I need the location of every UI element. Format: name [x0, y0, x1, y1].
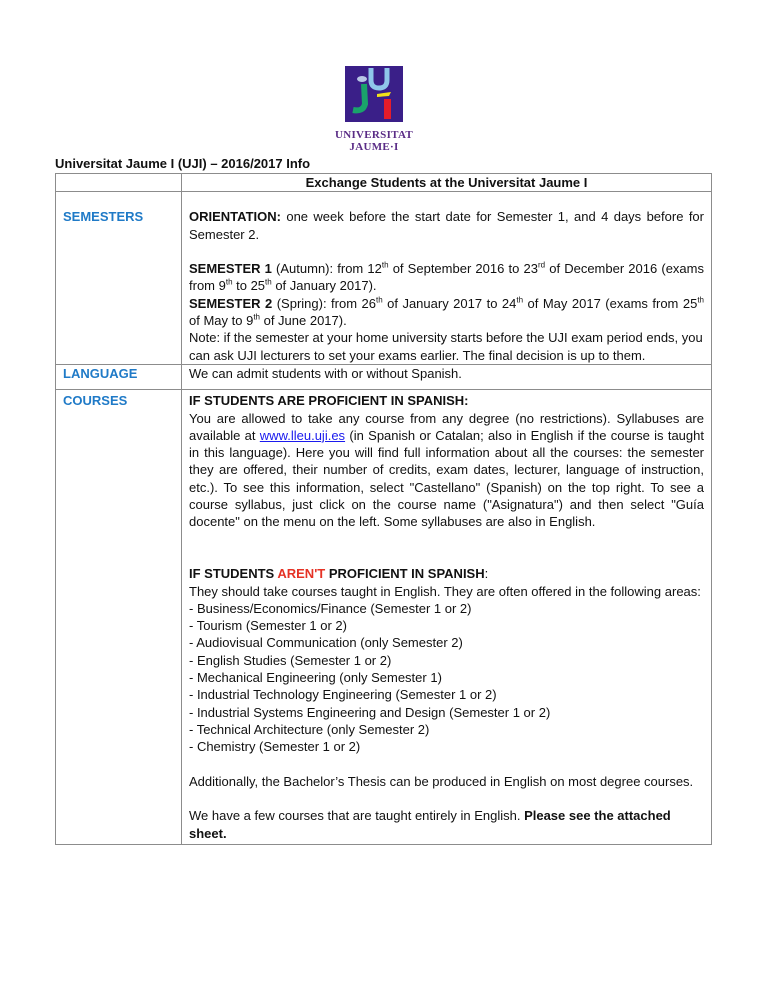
row-label-cell [56, 192, 182, 365]
proficient-heading: IF STUDENTS ARE PROFICIENT IN SPANISH: [189, 393, 469, 409]
text-segment: of June 2017). [259, 313, 347, 329]
semester-1-paragraph [189, 260, 704, 295]
text-segment: one week before the start date for Semester 1, and 4 days before for Semester 2. [189, 209, 704, 242]
english-areas-list [189, 600, 704, 756]
uji-emblem-icon [345, 66, 403, 122]
english-courses-paragraph [189, 807, 704, 842]
header-empty-cell [56, 174, 182, 192]
language-content [182, 364, 712, 389]
table-header: Exchange Students at the Universitat Jaume I [182, 174, 712, 192]
ordinal-suffix: th [516, 295, 524, 305]
list-item: - Technical Architecture (only Semester 2) [189, 721, 430, 737]
ordinal-suffix: th [225, 278, 233, 288]
list-item: - Business/Economics/Finance (Semester 1 or 2) [189, 600, 472, 616]
language-paragraph: We can admit students with or without Spanish. [189, 365, 462, 381]
text-segment: (in Spanish or Catalan; also in English if the course is taught in this language). Here you will find full information about all the courses: the semester they are offered, their number of credits, exam dates, lecturer, language of instruction, etc.). To see this information, select "Castellano" (Spanish) on the top right. To see a course syllabus, just click on the course name ("Asignatura") and then select "Guía docente" on the menu on the left. Some syllabuses are also in English. [189, 427, 704, 530]
text-segment: IF STUDENTS [189, 566, 278, 582]
orientation-paragraph [189, 208, 704, 243]
proficient-paragraph [189, 410, 704, 531]
document-title: Universitat Jaume I (UJI) – 2016/2017 Info [55, 156, 311, 171]
logo-text-line1: UNIVERSITAT [334, 129, 414, 141]
ordinal-suffix: th [381, 260, 389, 270]
text-segment: Please see the attached sheet. [189, 808, 671, 841]
exam-note-paragraph: Note: if the semester at your home university starts before the UJI exam period ends, you can ask UJI lecturers to set your exams earlier. The final decision is up to them. [189, 330, 703, 363]
row-label-language: LANGUAGE [63, 365, 138, 381]
table-row-semesters [56, 192, 712, 365]
list-item: - English Studies (Semester 1 or 2) [189, 652, 392, 668]
text-segment: of September 2016 to 23 [388, 261, 538, 277]
thesis-paragraph: Additionally, the Bachelor’s Thesis can be produced in English on most degree courses. [189, 773, 694, 789]
text-segment: PROFICIENT IN SPANISH [325, 566, 485, 582]
text-segment: We have a few courses that are taught entirely in English. [189, 808, 525, 824]
text-segment: of December 2016 (exams from 9 [189, 261, 704, 294]
university-logo [328, 66, 420, 153]
row-label-cell [56, 364, 182, 389]
list-item: - Audiovisual Communication (only Semester 2) [189, 635, 463, 651]
list-item: - Industrial Systems Engineering and Design (Semester 1 or 2) [189, 704, 551, 720]
ordinal-suffix: rd [537, 260, 546, 270]
text-segment: of January 2017). [271, 278, 377, 294]
ordinal-suffix: th [265, 278, 272, 288]
ordinal-suffix: th [253, 312, 260, 322]
semester-2-paragraph [189, 295, 704, 330]
text-segment: ORIENTATION: [189, 209, 281, 225]
exchange-info-table [55, 173, 712, 845]
text-segment: You are allowed to take any course from any degree (no restrictions). Syllabuses are available at [189, 410, 704, 443]
courses-content [182, 390, 712, 845]
text-segment: (Spring): from 26 [272, 295, 376, 311]
not-proficient-paragraph: They should take courses taught in English. They are often offered in the following areas: [189, 583, 701, 599]
text-segment: of May to 9 [189, 313, 254, 329]
table-row-language [56, 364, 712, 389]
text-segment: of January 2017 to 24 [382, 295, 517, 311]
list-item: - Mechanical Engineering (only Semester 1) [189, 670, 442, 686]
text-segment: SEMESTER 1 [189, 261, 272, 277]
ordinal-suffix: th [375, 295, 383, 305]
table-row-courses [56, 390, 712, 845]
list-item: - Industrial Technology Engineering (Semester 1 or 2) [189, 687, 497, 703]
semesters-content [182, 192, 712, 365]
not-proficient-heading [189, 565, 704, 582]
text-segment: SEMESTER 2 [189, 295, 273, 311]
table-header-row [56, 174, 712, 192]
list-item: - Chemistry (Semester 1 or 2) [189, 739, 361, 755]
text-segment: AREN'T [277, 566, 326, 582]
text-segment: : [484, 566, 489, 582]
list-item: - Tourism (Semester 1 or 2) [189, 618, 347, 634]
text-segment: to 25 [232, 278, 266, 294]
row-label-cell [56, 390, 182, 845]
lleu-website-link[interactable]: www.lleu.uji.es [259, 427, 346, 443]
text-segment: (Autumn): from 12 [271, 261, 382, 277]
ordinal-suffix: th [697, 295, 704, 305]
logo-text-line2: JAUME·I [349, 141, 399, 153]
row-label-semesters: SEMESTERS [63, 209, 144, 225]
text-segment: of May 2017 (exams from 25 [523, 295, 698, 311]
row-label-courses: COURSES [63, 393, 128, 409]
